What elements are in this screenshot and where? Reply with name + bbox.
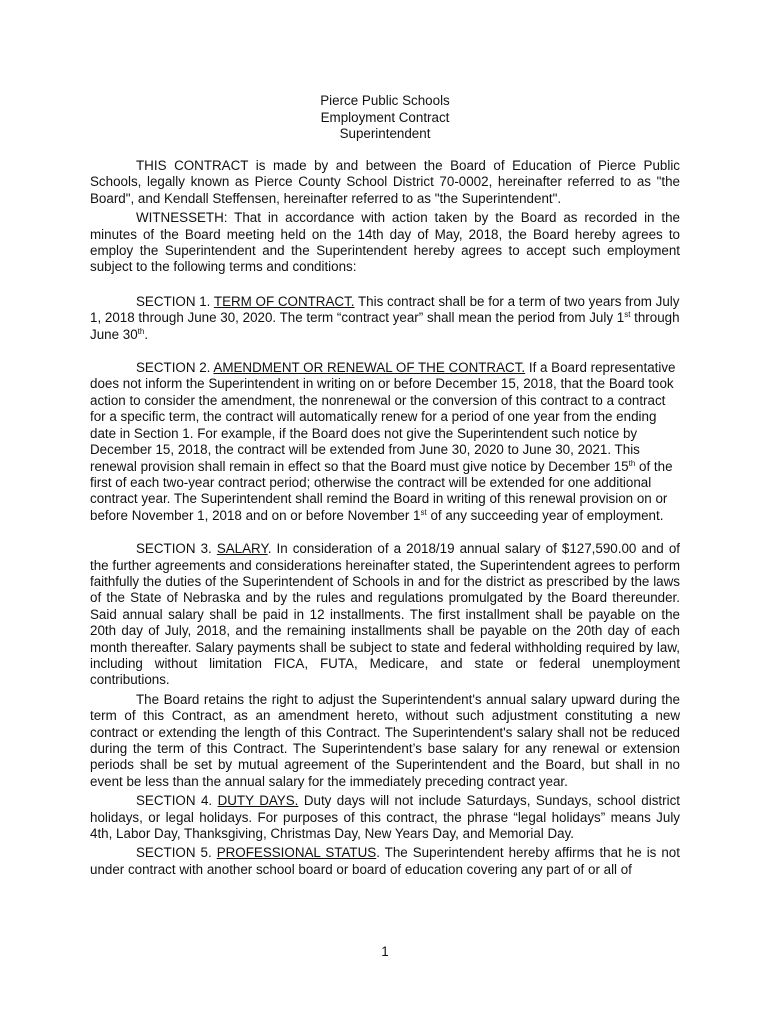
section-3-adjustment-paragraph: The Board retains the right to adjust the Superintendent's annual salary upward during the term of this Contract, as an amendment hereto, without such adjustment constituting a new contract or extending the length of this Contract. The Superintendent's salary shall not be reduced during the term of this Contract. The Superintendent’s base salary for any renewal or extension periods shall be set by mutual agreement of the Superintendent and the Board, but shall in no event be less than the annual salary for the immediately preceding contract year. (90, 691, 680, 789)
contract-type: Employment Contract (320, 109, 450, 125)
section-2-number: SECTION 2. (136, 360, 214, 376)
school-name: Pierce Public Schools (320, 93, 450, 108)
section-4-text: Duty days will not include Saturdays, Sundays, school district holidays, or legal holidays. For purposes of this contract, the phrase “legal holidays” means July 4th, Labor Day, Thanksgiving, Christmas Day, New Years Day, and Memorial Day. (90, 793, 680, 842)
section-2-heading: AMENDMENT OR RENEWAL OF THE CONTRACT. (213, 360, 526, 376)
witnesseth-paragraph: WITNESSETH: That in accordance with action taken by the Board as recorded in the minutes of the Board meeting held on the 14th day of May, 2018, the Board hereby agrees to employ the Superintendent and the Superintendent hereby agrees to accept such employment subject to the following terms and conditions: (90, 210, 680, 275)
section-1-sup-a: st (624, 310, 631, 320)
section-1-text-b: through June 30 (90, 310, 680, 342)
section-2-sup-a: th (628, 458, 636, 468)
section-3-number: SECTION 3. (136, 541, 217, 557)
section-4-number: SECTION 4. (136, 793, 218, 809)
section-5-paragraph (90, 845, 680, 878)
section-2-paragraph (90, 360, 680, 524)
section-3-text: . In consideration of a 2018/19 annual salary of $127,590.00 and of the further agreements and considerations hereinafter stated, the Superintendent agrees to perform faithfully the duties of the Superintendent of Schools in and for the district as prescribed by the laws of the State of Nebraska and by the rules and regulations promulgated by the Board thereunder. Said annual salary shall be paid in 12 installments. The first installment shall be payable on the 20th day of July, 2018, and the remaining installments shall be payable on the 20th day of each month thereafter. Salary payments shall be subject to state and federal withholding required by law, including without limitation FICA, FUTA, Medicare, and state or federal unemployment contributions. (90, 541, 680, 688)
section-2-text-b: of the first of each two-year contract period; otherwise the contract will be extended for one additional contract year. The Superintendent shall remind the Board in writing of this renewal provision on or before November 1, 2018 and on or before November 1 (90, 458, 673, 523)
section-2-text-a: If a Board representative does not inform the Superintendent in writing on or before December 15, 2018, that the Board took action to consider the amendment, the nonrenewal or the conversion of this contract to a contract for a specific term, the contract will automatically renew for a period of one year from the ending date in Section 1. For example, if the Board does not give the Superintendent such notice by December 15, 2018, the contract will be extended from June 30, 2020 to June 30, 2021. This renewal provision shall remain in effect so that the Board must give notice by December 15 (90, 360, 676, 474)
section-5-heading: PROFESSIONAL STATUS (216, 845, 377, 861)
section-1-sup-b: th (137, 326, 145, 336)
section-4-heading: DUTY DAYS. (217, 793, 299, 809)
section-1-heading: TERM OF CONTRACT. (213, 293, 355, 309)
section-1-number: SECTION 1. (136, 293, 214, 309)
section-5-text: . The Superintendent hereby affirms that he is not under contract with another school board or board of education covering any part of or all of (90, 845, 680, 877)
section-3-heading: SALARY (216, 541, 268, 557)
document-title-block (0, 93, 770, 143)
section-3-paragraph (90, 541, 680, 689)
page-number: 1 (381, 944, 389, 959)
section-1-text-a: This contract shall be for a term of two years from July 1, 2018 through June 30, 2020. The term “contract year” shall mean the period from July 1 (90, 293, 680, 326)
section-1-paragraph (90, 294, 680, 343)
section-1-text-c: . (144, 326, 149, 342)
section-2-text-c: of any succeeding year of employment. (426, 507, 664, 523)
section-5-number: SECTION 5. (136, 845, 217, 861)
section-2-sup-b: st (420, 507, 427, 517)
contract-body (90, 158, 680, 878)
intro-paragraph: THIS CONTRACT is made by and between the Board of Education of Pierce Public Schools, legally known as Pierce County School District 70-0002, hereinafter referred to as "the Board", and Kendall Steffensen, hereinafter referred to as "the Superintendent". (90, 158, 680, 206)
section-4-paragraph (90, 793, 680, 842)
position-title: Superintendent (339, 126, 431, 142)
